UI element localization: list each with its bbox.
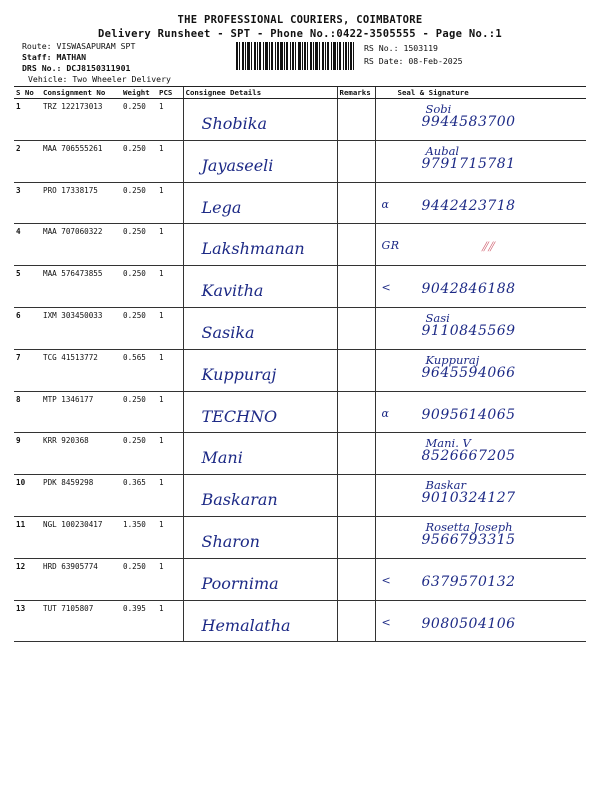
signature-phone: < 9080504106 bbox=[381, 615, 516, 632]
consignee-handwritten-name: TECHNO bbox=[201, 406, 278, 426]
table-row bbox=[14, 558, 586, 600]
row-signature-cell bbox=[375, 99, 586, 141]
row-weight: 0.565 bbox=[121, 349, 157, 391]
row-pcs: 1 bbox=[157, 266, 183, 308]
table-row bbox=[14, 516, 586, 558]
row-consignee-cell bbox=[183, 307, 337, 349]
row-consignee-cell bbox=[183, 558, 337, 600]
consignee-handwritten-name: Lakshmanan bbox=[201, 239, 305, 259]
row-remarks bbox=[337, 307, 375, 349]
row-consignment-no: HRD 63905774 bbox=[41, 558, 121, 600]
signature-name bbox=[378, 227, 585, 239]
row-consignee-cell bbox=[183, 516, 337, 558]
row-remarks bbox=[337, 516, 375, 558]
signature-mark: GR bbox=[381, 239, 400, 253]
row-weight: 1.350 bbox=[121, 516, 157, 558]
consignee-handwritten-name: Baskaran bbox=[201, 490, 278, 510]
row-remarks bbox=[337, 600, 375, 642]
row-consignee-cell bbox=[183, 433, 337, 475]
consignee-handwritten-name: Hemalatha bbox=[201, 615, 291, 635]
row-consignee-cell bbox=[183, 600, 337, 642]
signature-name: Aubal bbox=[425, 143, 460, 158]
row-weight: 0.250 bbox=[121, 558, 157, 600]
signature-name: Sobi bbox=[425, 102, 452, 116]
drs-value: DCJ8150311901 bbox=[66, 63, 131, 73]
row-weight: 0.250 bbox=[121, 224, 157, 266]
row-signature-cell bbox=[375, 349, 586, 391]
row-signature-cell bbox=[375, 391, 586, 433]
row-consignment-no: KRR 920368 bbox=[41, 433, 121, 475]
barcode-image bbox=[236, 42, 354, 70]
table-header-row bbox=[14, 87, 586, 99]
row-pcs: 1 bbox=[157, 600, 183, 642]
row-consignment-no: MAA 706555261 bbox=[41, 140, 121, 182]
signature-phone bbox=[378, 239, 585, 255]
drs-line: DRS No.: DCJ8150311901 bbox=[22, 63, 131, 73]
row-signature-cell bbox=[375, 224, 586, 266]
row-sno: 4 bbox=[14, 224, 41, 266]
route-line: Route: VISWASAPURAM SPT bbox=[22, 41, 136, 51]
signature-phone: 9645594066 bbox=[421, 364, 516, 381]
row-sno: 6 bbox=[14, 307, 41, 349]
row-consignment-no: TRZ 122173013 bbox=[41, 99, 121, 141]
row-remarks bbox=[337, 558, 375, 600]
row-consignee-cell bbox=[183, 266, 337, 308]
table-row bbox=[14, 224, 586, 266]
row-remarks bbox=[337, 349, 375, 391]
row-weight: 0.250 bbox=[121, 307, 157, 349]
row-consignee-cell bbox=[183, 475, 337, 517]
row-consignment-no: MAA 707060322 bbox=[41, 224, 121, 266]
company-title: THE PROFESSIONAL COURIERS, COIMBATORE bbox=[177, 14, 423, 26]
row-pcs: 1 bbox=[157, 140, 183, 182]
signature-phone: 9791715781 bbox=[421, 155, 516, 172]
row-consignment-no: PRO 17338175 bbox=[41, 182, 121, 224]
row-sno: 8 bbox=[14, 391, 41, 433]
row-pcs: 1 bbox=[157, 182, 183, 224]
row-weight: 0.395 bbox=[121, 600, 157, 642]
row-consignment-no: TCG 41513772 bbox=[41, 349, 121, 391]
rs-date-line: RS Date: 08-Feb-2025 bbox=[364, 56, 463, 66]
row-remarks bbox=[337, 266, 375, 308]
signature-phone: 8526667205 bbox=[421, 448, 516, 465]
row-consignment-no: PDK 8459298 bbox=[41, 475, 121, 517]
row-pcs: 1 bbox=[157, 558, 183, 600]
rs-no-line: RS No.: 1503119 bbox=[364, 43, 438, 53]
signature-name bbox=[378, 604, 585, 616]
route-value: VISWASAPURAM SPT bbox=[56, 41, 136, 51]
row-consignment-no: TUT 7105807 bbox=[41, 600, 121, 642]
col-header-weight: Weight bbox=[121, 87, 157, 99]
table-row bbox=[14, 182, 586, 224]
row-sno: 1 bbox=[14, 99, 41, 141]
signature-phone: 9010324127 bbox=[421, 490, 516, 507]
row-consignment-no: MAA 576473855 bbox=[41, 266, 121, 308]
row-sno: 11 bbox=[14, 516, 41, 558]
row-remarks bbox=[337, 475, 375, 517]
row-consignment-no: IXM 303450033 bbox=[41, 307, 121, 349]
rs-no-value: 1503119 bbox=[403, 43, 438, 53]
signature-phone: α 9095614065 bbox=[381, 406, 516, 423]
consignee-handwritten-name: Sharon bbox=[201, 531, 260, 551]
signature-phone: 9944583700 bbox=[421, 114, 516, 130]
col-header-consignee: Consignee Details bbox=[183, 87, 337, 99]
row-sno: 2 bbox=[14, 140, 41, 182]
row-signature-cell bbox=[375, 307, 586, 349]
signature-name: Rosetta Joseph bbox=[425, 519, 513, 534]
row-consignment-no: NGL 100230417 bbox=[41, 516, 121, 558]
row-sno: 13 bbox=[14, 600, 41, 642]
row-pcs: 1 bbox=[157, 433, 183, 475]
pink-stamp-mark: ⫽⫽ bbox=[481, 240, 495, 256]
row-sno: 7 bbox=[14, 349, 41, 391]
row-consignee-cell bbox=[183, 99, 337, 141]
row-remarks bbox=[337, 99, 375, 141]
consignee-handwritten-name: Kavitha bbox=[201, 281, 264, 301]
signature-name bbox=[378, 562, 585, 574]
col-header-signature: Seal & Signature bbox=[375, 87, 586, 99]
col-header-pcs: PCS bbox=[157, 87, 183, 99]
row-remarks bbox=[337, 224, 375, 266]
row-consignee-cell bbox=[183, 391, 337, 433]
signature-mark: α bbox=[381, 406, 390, 420]
row-weight: 0.250 bbox=[121, 99, 157, 141]
row-signature-cell bbox=[375, 600, 586, 642]
consignee-handwritten-name: Lega bbox=[201, 197, 242, 217]
signature-mark: < bbox=[381, 615, 392, 629]
row-pcs: 1 bbox=[157, 475, 183, 517]
rs-date-value: 08-Feb-2025 bbox=[408, 56, 463, 66]
col-header-consignment: Consignment No bbox=[41, 87, 121, 99]
row-weight: 0.250 bbox=[121, 140, 157, 182]
row-signature-cell bbox=[375, 266, 586, 308]
signature-phone: < 6379570132 bbox=[381, 573, 516, 590]
consignee-handwritten-name: Mani bbox=[201, 448, 243, 468]
table-row bbox=[14, 391, 586, 433]
signature-name: Mani. V bbox=[425, 436, 471, 451]
row-sno: 9 bbox=[14, 433, 41, 475]
signature-phone: α 9442423718 bbox=[381, 197, 516, 214]
row-weight: 0.250 bbox=[121, 266, 157, 308]
signature-name bbox=[378, 186, 585, 198]
row-signature-cell bbox=[375, 558, 586, 600]
signature-name: Sasi bbox=[425, 310, 450, 325]
staff-line: Staff: MATHAN bbox=[22, 52, 87, 62]
row-signature-cell bbox=[375, 516, 586, 558]
row-signature-cell bbox=[375, 140, 586, 182]
runsheet-subtitle: Delivery Runsheet - SPT - Phone No.:0422-3505555 - Page No.:1 bbox=[98, 28, 502, 40]
row-pcs: 1 bbox=[157, 391, 183, 433]
signature-name: Kuppuraj bbox=[425, 352, 480, 367]
row-weight: 0.250 bbox=[121, 391, 157, 433]
delivery-table bbox=[14, 86, 586, 642]
row-signature-cell bbox=[375, 475, 586, 517]
vehicle-line: Vehicle: Two Wheeler Delivery bbox=[28, 74, 171, 84]
row-remarks bbox=[337, 391, 375, 433]
col-header-remarks: Remarks bbox=[337, 87, 375, 99]
consignee-handwritten-name: Jayaseeli bbox=[201, 155, 274, 175]
row-remarks bbox=[337, 140, 375, 182]
table-row bbox=[14, 600, 586, 642]
row-consignee-cell bbox=[183, 224, 337, 266]
table-row bbox=[14, 475, 586, 517]
row-sno: 5 bbox=[14, 266, 41, 308]
consignee-handwritten-name: Kuppuraj bbox=[201, 364, 277, 384]
row-pcs: 1 bbox=[157, 516, 183, 558]
row-remarks bbox=[337, 433, 375, 475]
signature-phone: < 9042846188 bbox=[381, 281, 516, 298]
row-pcs: 1 bbox=[157, 99, 183, 141]
signature-mark: < bbox=[381, 281, 392, 295]
table-row bbox=[14, 99, 586, 141]
consignee-handwritten-name: Shobika bbox=[201, 114, 267, 133]
row-remarks bbox=[337, 182, 375, 224]
col-header-sno: S No bbox=[14, 87, 41, 99]
row-weight: 0.250 bbox=[121, 182, 157, 224]
row-weight: 0.365 bbox=[121, 475, 157, 517]
row-consignee-cell bbox=[183, 140, 337, 182]
row-consignee-cell bbox=[183, 182, 337, 224]
signature-phone: 9110845569 bbox=[421, 322, 516, 339]
table-row bbox=[14, 307, 586, 349]
row-signature-cell bbox=[375, 182, 586, 224]
row-pcs: 1 bbox=[157, 349, 183, 391]
signature-name bbox=[378, 395, 585, 407]
table-row bbox=[14, 266, 586, 308]
consignee-handwritten-name: Poornima bbox=[201, 573, 279, 593]
row-sno: 3 bbox=[14, 182, 41, 224]
signature-phone: 9566793315 bbox=[421, 531, 516, 548]
row-consignment-no: MTP 1346177 bbox=[41, 391, 121, 433]
signature-name bbox=[378, 269, 585, 281]
row-consignee-cell bbox=[183, 349, 337, 391]
signature-mark: < bbox=[381, 573, 392, 587]
table-row bbox=[14, 349, 586, 391]
row-pcs: 1 bbox=[157, 307, 183, 349]
row-sno: 12 bbox=[14, 558, 41, 600]
row-signature-cell bbox=[375, 433, 586, 475]
signature-name: Baskar bbox=[425, 478, 467, 493]
row-weight: 0.250 bbox=[121, 433, 157, 475]
signature-mark: α bbox=[381, 197, 390, 211]
table-row bbox=[14, 140, 586, 182]
table-row bbox=[14, 433, 586, 475]
staff-value: MATHAN bbox=[56, 52, 87, 62]
row-pcs: 1 bbox=[157, 224, 183, 266]
consignee-handwritten-name: Sasika bbox=[201, 322, 255, 342]
row-sno: 10 bbox=[14, 475, 41, 517]
vehicle-value: Two Wheeler Delivery bbox=[72, 74, 171, 84]
